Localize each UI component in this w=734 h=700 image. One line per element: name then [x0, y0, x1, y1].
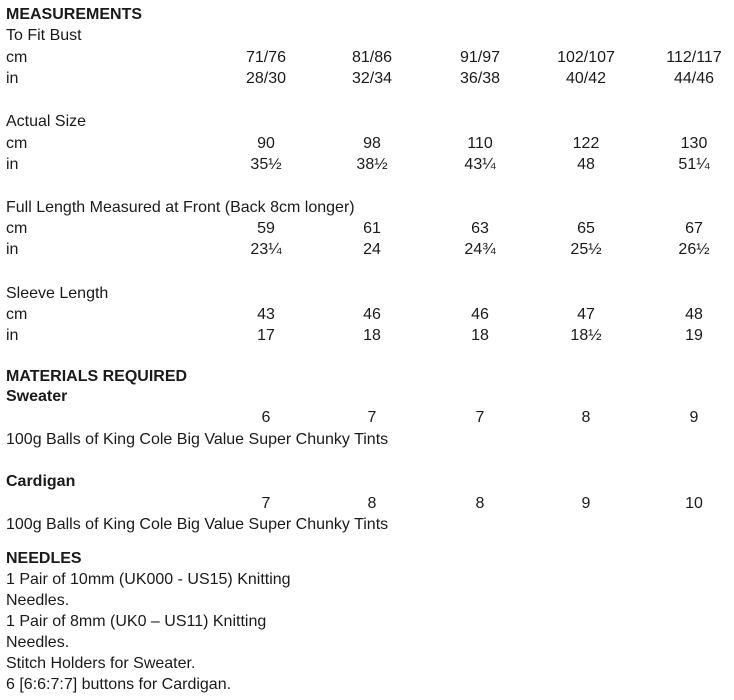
full-length-cm-label: cm — [6, 220, 28, 237]
actual-size-cm-1: 90 — [257, 135, 275, 152]
sleeve-length-cm-2: 46 — [363, 306, 381, 323]
to-fit-bust-title: To Fit Bust — [6, 27, 82, 44]
cardigan-balls-2: 8 — [367, 495, 377, 512]
cardigan-yarn-desc: 100g Balls of King Cole Big Value Super Chunky Tints — [6, 516, 389, 533]
actual-size-in-3: 43¼ — [464, 156, 496, 173]
needles-line: 6 [6:6:7:7] buttons for Cardigan. — [6, 676, 232, 693]
needles-line: Stitch Holders for Sweater. — [6, 655, 196, 672]
needles-line: Needles. — [6, 592, 70, 609]
full-length-cm-3: 63 — [471, 220, 489, 237]
to-fit-bust-in-3: 36/38 — [459, 70, 501, 87]
sleeve-length-cm-label: cm — [6, 306, 28, 323]
full-length-title: Full Length Measured at Front (Back 8cm longer) — [6, 199, 355, 216]
sweater-balls-2: 7 — [367, 409, 377, 426]
sleeve-length-title: Sleeve Length — [6, 285, 109, 302]
to-fit-bust-cm-2: 81/86 — [351, 49, 393, 66]
sweater-yarn-desc: 100g Balls of King Cole Big Value Super Chunky Tints — [6, 431, 389, 448]
full-length-cm-2: 61 — [363, 220, 381, 237]
to-fit-bust-cm-label: cm — [6, 49, 28, 66]
full-length-cm-4: 65 — [577, 220, 595, 237]
sweater-balls-3: 7 — [475, 409, 485, 426]
full-length-in-2: 24 — [363, 241, 381, 258]
cardigan-title: Cardigan — [6, 473, 76, 490]
sleeve-length-cm-4: 47 — [577, 306, 595, 323]
full-length-in-5: 26½ — [678, 241, 710, 258]
actual-size-in-2: 38½ — [356, 156, 388, 173]
full-length-cm-1: 59 — [257, 220, 275, 237]
sleeve-length-cm-1: 43 — [257, 306, 275, 323]
sweater-title: Sweater — [6, 388, 68, 405]
sleeve-length-in-label: in — [6, 327, 19, 344]
full-length-cm-5: 67 — [685, 220, 703, 237]
to-fit-bust-cm-3: 91/97 — [459, 49, 501, 66]
needles-heading: NEEDLES — [6, 550, 82, 567]
sleeve-length-in-5: 19 — [685, 327, 703, 344]
needles-line: 1 Pair of 8mm (UK0 – US11) Knitting — [6, 613, 267, 630]
cardigan-balls-4: 9 — [581, 495, 591, 512]
sleeve-length-in-2: 18 — [363, 327, 381, 344]
to-fit-bust-in-4: 40/42 — [565, 70, 607, 87]
sleeve-length-cm-5: 48 — [685, 306, 703, 323]
cardigan-balls-1: 7 — [261, 495, 271, 512]
full-length-in-label: in — [6, 241, 19, 258]
actual-size-cm-5: 130 — [680, 135, 708, 152]
actual-size-in-4: 48 — [577, 156, 595, 173]
sleeve-length-in-1: 17 — [257, 327, 275, 344]
needles-line: 1 Pair of 10mm (UK000 - US15) Knitting — [6, 571, 291, 588]
actual-size-cm-label: cm — [6, 135, 28, 152]
sweater-balls-5: 9 — [689, 409, 699, 426]
full-length-in-3: 24¾ — [464, 241, 496, 258]
to-fit-bust-cm-5: 112/117 — [666, 49, 722, 66]
actual-size-cm-4: 122 — [572, 135, 600, 152]
actual-size-in-5: 51¼ — [678, 156, 710, 173]
cardigan-balls-3: 8 — [475, 495, 485, 512]
sleeve-length-in-4: 18½ — [570, 327, 602, 344]
to-fit-bust-cm-4: 102/107 — [557, 49, 615, 66]
actual-size-in-label: in — [6, 156, 19, 173]
actual-size-title: Actual Size — [6, 113, 87, 130]
sleeve-length-cm-3: 46 — [471, 306, 489, 323]
sleeve-length-in-3: 18 — [471, 327, 489, 344]
to-fit-bust-in-label: in — [6, 70, 19, 87]
materials-heading: MATERIALS REQUIRED — [6, 368, 188, 385]
to-fit-bust-in-1: 28/30 — [245, 70, 287, 87]
needles-line: Needles. — [6, 634, 70, 651]
cardigan-balls-5: 10 — [685, 495, 703, 512]
actual-size-cm-3: 110 — [467, 135, 493, 152]
sweater-balls-4: 8 — [581, 409, 591, 426]
full-length-in-4: 25½ — [570, 241, 602, 258]
sweater-balls-1: 6 — [261, 409, 271, 426]
measurements-heading: MEASUREMENTS — [6, 6, 143, 23]
actual-size-in-1: 35½ — [250, 156, 282, 173]
to-fit-bust-in-2: 32/34 — [351, 70, 393, 87]
actual-size-cm-2: 98 — [363, 135, 381, 152]
full-length-in-1: 23¼ — [250, 241, 282, 258]
to-fit-bust-in-5: 44/46 — [673, 70, 715, 87]
to-fit-bust-cm-1: 71/76 — [245, 49, 287, 66]
